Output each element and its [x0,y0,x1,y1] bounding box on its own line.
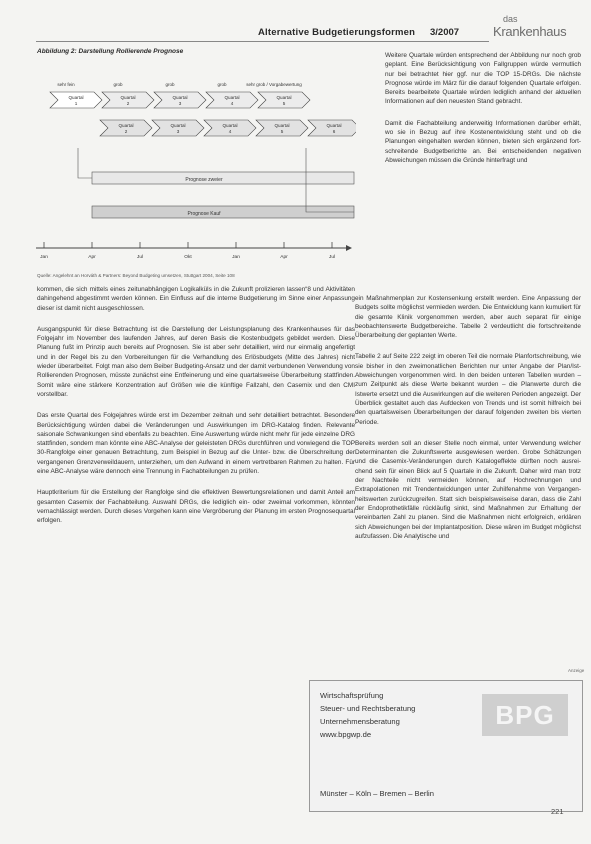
quarter-granularity-label: sehr grob / Vorgabewertung [246,82,302,87]
row1-quarter-1-label: Quartal [68,95,84,100]
row2-quarter-2-number: 3 [176,129,180,134]
rolling-forecast-diagram [36,62,356,272]
paragraph: ein Maßnahmenplan zur Kostensenkung erstellt werden. Eine Anpassung der Budgets sollte möglichst vermieden werden. Die Entwicklung kann kumuliert für die gesamte Klinik vorgenommen werden, aber auch separat für einige beobachtenswerte Budgetbereiche. Tabelle 2 verdeutlicht die fortschreitende Überarbeitung der geplanten Werte. [355,295,581,340]
row1-quarter-5-label: Quartal [276,95,292,100]
row2-quarter-4-number: 5 [280,129,284,134]
paragraph: Tabelle 2 auf Seite 222 zeigt im oberen Teil die normale Planfortschreibung, wie sie bisher in den zweimonatlichen Berichten nur unter Angabe der Plan/Ist-Abweichungen vorgenommen wird. In den beiden unteren Tabellen wurden – zum Zeitpunkt als diese Werte bekannt wurden – die Planwerte durch die Istwerte ersetzt und die Auswirkungen auf die weiteren Perioden angezeigt. Der Überblick gestaltet auch das Aufdecken von Trends und ist somit hilfreich bei den quartalsweisen Überarbeitungen der darauf folgenden zweiten bis vierten Periode. [355,353,581,426]
running-header-title: Alternative Budgetierungsformen [258,27,416,38]
timeline-month-label: Apr [280,255,288,260]
right-column-top [385,51,581,173]
timeline-month-label: Okt [184,255,192,260]
quarter-granularity-label: grob [217,82,227,87]
magazine-logo [493,14,583,46]
quarter-granularity-label: grob [165,82,175,87]
quarter-granularity-label: grob [113,82,123,87]
page-number: 221 [551,807,564,816]
logo-small-text: das [503,14,518,24]
ad-line-3: Unternehmensberatung [320,717,400,726]
issue-number: 3/2007 [430,27,460,38]
right-column-lower [355,294,581,549]
timeline-month-label: Jan [40,255,48,260]
row2-quarter-3-label: Quartal [222,123,238,128]
ad-tag: Anzeige [568,668,585,673]
row2-quarter-1-label: Quartal [118,123,134,128]
row2-quarter-1-number: 2 [124,129,128,134]
paragraph: Damit die Fachabteilung anderweitig Informationen darüber erhält, wo sie in Bezug auf ihre Kostenentwicklung steht und ob die Planungen eingehalten werden können, bieten sich ergänzend fortschreitende Budgetberichte an. Bei entscheidenden negativen Abweichungen müssen die Gründe hinterfragt und [385,119,581,164]
quarter-granularity-label: sehr fein [57,82,75,87]
row1-quarter-4-label: Quartal [224,95,240,100]
row2-quarter-5-label: Quartal [326,123,342,128]
row2-quarter-5-number: 6 [332,129,336,134]
figure-source: Quelle: Angelehnt an Horváth & Partners: Beyond Budgeting umsetzen, Stuttgart 2004, Seite 108 [37,273,235,278]
paragraph: Hauptkriterium für die Erstellung der Rangfolge sind die effektiven Bewertungsrelationen und damit Anteil am gesamten Casemix der Fachabteilung. Auswahl DRGs, die lediglich ein- oder zweimal vorkommen, könnten vernachlässigt werden. Durch dieses Vorgehen kann eine Vergröberung der Planung im ersten Prognosequartal erfolgen. [37,489,355,525]
row2-quarter-4-label: Quartal [274,123,290,128]
row1-quarter-1-number: 1 [74,101,78,106]
ad-cities: Münster – Köln – Bremen – Berlin [320,789,434,798]
paragraph: Bereits werden soll an dieser Stelle noch einmal, unter Verwendung welcher Determinanten die Zukunftswerte ausgewiesen werden. Grobe Schätzungen und die Casemix-Veränderungen durch Katalogeffekte dürften noch ausreichend sein für einen Blick auf 5 Quartale in die Zukunft. Daher wird man trotz der Nachteile nicht vermeiden können, auf Hochrechnungen und Extrapolationen mit Trendentwicklungen unter Zuhilfenahme von Vergangenheitswerten zurückzugreifen. Statt sich beispielsweiseise daran, dass die Zahl der Endoprothetikfälle rückläufig sinkt, sind Maßnahmen zur Erhaltung der vereinbarten Zahl zu planen. Sind die Maßnahmen nicht erfolgreich, erklären sich Abweichungen bei der Implantatposition. Diese wären im Budget möglichst aufzufassen. Die Analytische und [355,439,581,540]
ad-line-1: Wirtschaftsprüfung [320,691,384,700]
row1-quarter-5-number: 5 [282,101,286,106]
row1-quarter-4-number: 4 [230,101,234,106]
advertisement-box [309,680,583,812]
bpg-logo: BPG [482,694,568,736]
figure-title: Abbildung 2: Darstellung Rollierende Prognose [37,48,184,55]
paragraph: Das erste Quartal des Folgejahres würde erst im Dezember zeitnah und sehr detailliert betrachtet. Besondere Berücksichtigung würden dabei die Veränderungen und Auswirkungen im DRG-Katalog finden. Relevante saisonale Schwankungen sind ebenfalls zu beachten. Eine Auswertung würde nicht mehr für jede einzelne DRG stattfinden, sondern man könnte eine ABC-Analyse der geleisteten DRGs durchführen und vorwiegend die TOP 30-Rangfolge einer genauen Betrachtung, zum Beispiel in Bezug auf die Unter- bzw. die Überschreitung der vergangenen Grenzverweildauern, unterziehen, um den Aufwand in einem vertretbaren Rahmen zu halten. Für eine ABC-Analyse wäre dennoch eine Trennung in Fachabteilungen zu prüfen. [37,412,355,476]
timeline-month-label: Jan [232,255,240,260]
row1-quarter-3-number: 3 [178,101,182,106]
paragraph: kommen, die sich mittels eines zeitunabhängigen Logikalküls in die Zukunft prolizieren lassen“8 und Aktivitäten dahingehend abgestimmt werden können. Ein Einfluss auf die interne Budgetierung im Sinne einer Anpassung dieser ist damit nicht ausgeschlossen. [37,286,355,312]
ad-line-2: Steuer- und Rechtsberatung [320,704,416,713]
header-rule [36,41,489,42]
logo-large-text: Krankenhaus [493,24,567,39]
paragraph: Ausgangspunkt für diese Betrachtung ist die Darstellung der Leistungsplanung des Krankenhauses für das Folgejahr im November des laufenden Jahres, auf deren Basis die Kostenbudgets gebildet werden. Diese Planung fußt im Prinzip auch bereits auf Prognosen. Sie ist aber sehr detailliert, wird nur einmalig angefertigt und in der Regel bis zu den Vorbereitungen für die Verhandlung des Erlösbudgets (Mitte des Jahres) nicht wieder überarbeitet. Folgt man also dem Beiber Budgeting-Ansatz und der damit verbundenen Verwendung von Rollierenden Prognosen, müsste zunächst eine Entfeinerung und eine quartalsweise Überarbeitung stattfinden. Somit wäre eine stärkere Konzentration auf Größen wie die künftige Fallzahl, den Casemix und den CMI vorstellbar. [37,325,355,398]
row2-quarter-2-label: Quartal [170,123,186,128]
timeline-month-label: Apr [88,255,96,260]
row1-quarter-2-number: 2 [126,101,130,106]
left-column [37,285,355,534]
ad-url[interactable]: www.bpgwp.de [320,730,372,739]
forecast-bar-2-label: Prognose Kauf [187,211,221,217]
forecast-bar-1-label: Prognose zweier [185,177,223,183]
timeline-month-label: Jul [136,255,144,260]
forecast-bar-1 [92,172,354,184]
timeline-month-label: Jul [328,255,336,260]
row1-quarter-3-label: Quartal [172,95,188,100]
row2-quarter-3-number: 4 [228,129,232,134]
paragraph: Weitere Quartale würden entsprechend der Abbildung nur noch grob geplant. Eine Berücksichtigung von Fallgruppen würde vermutlich nur bei betrachtet hier ggf. nur die TOP 15-DRGs. Die nächste Prognose würde im März für die darauf folgenden Quartale erfolgen. Bereits bearbeitete Quartale würden lediglich anhand der aktuellen Informationen auf den neuesten Stand gebracht. [385,52,581,106]
row1-quarter-2-label: Quartal [120,95,136,100]
